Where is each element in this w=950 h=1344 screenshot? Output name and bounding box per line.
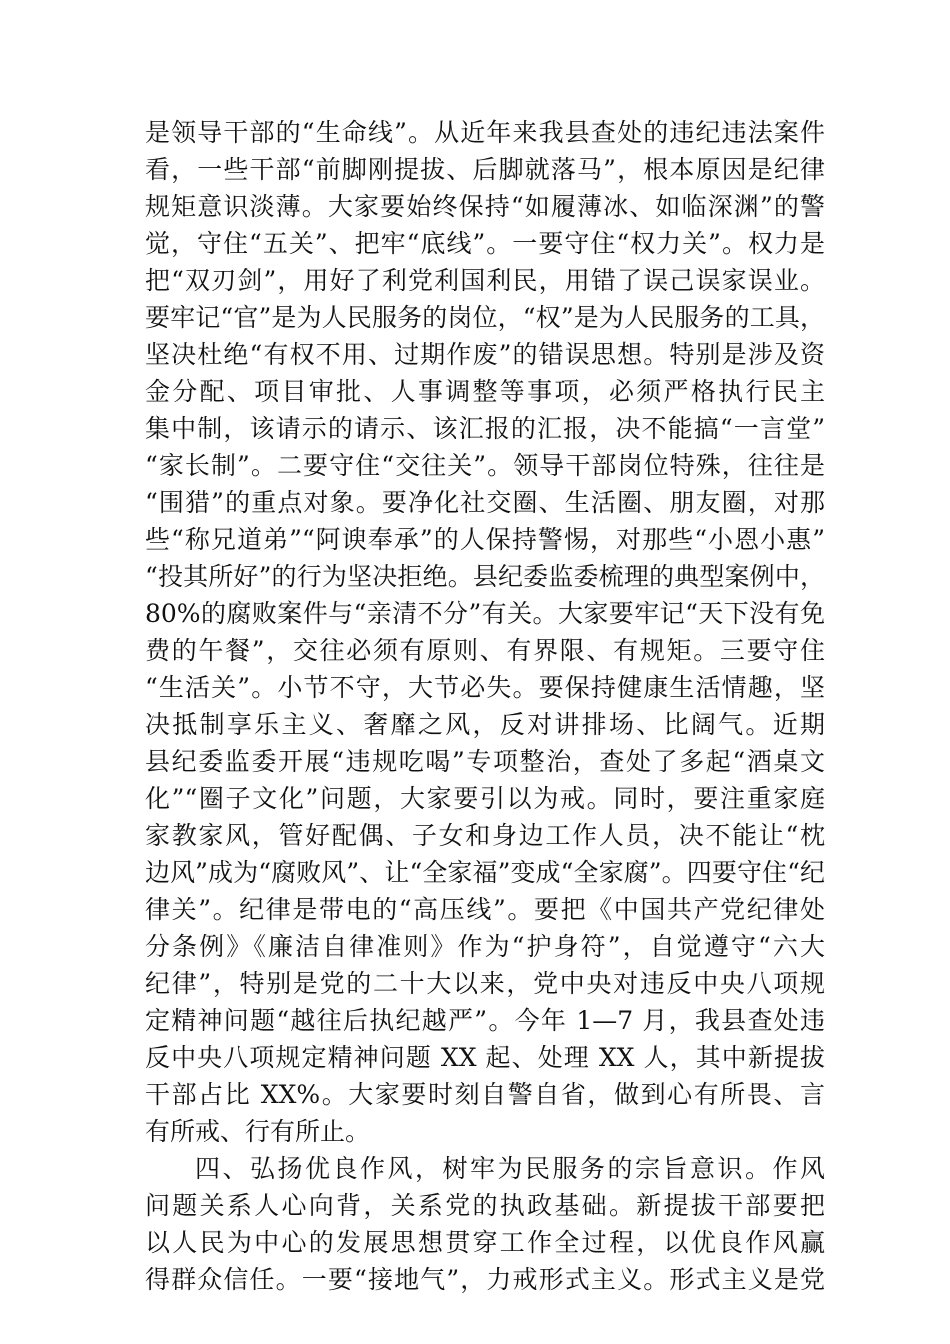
text-line: 把“双刃剑”，用好了利党利国利民，用错了误己误家误业。 xyxy=(145,266,825,295)
section-heading-line: 四、弘扬优良作风，树牢为民服务的宗旨意识。作风 xyxy=(195,1154,825,1183)
text-line: 觉，守住“五关”、把牢“底线”。一要守住“权力关”。权力是 xyxy=(145,229,825,258)
paragraph-last-line: 有所戒、行有所止。 xyxy=(145,1117,371,1146)
text-line: 化”“圈子文化”问题，大家要引以为戒。同时，要注重家庭 xyxy=(145,784,825,813)
text-line: “家长制”。二要守住“交往关”。领导干部岗位特殊，往往是 xyxy=(145,451,825,480)
text-line: 反中央八项规定精神问题 XX 起、处理 XX 人，其中新提拔 xyxy=(145,1043,825,1072)
text-line: “生活关”。小节不守，大节必失。要保持健康生活情趣，坚 xyxy=(145,673,825,702)
text-line: “围猎”的重点对象。要净化社交圈、生活圈、朋友圈，对那 xyxy=(145,488,825,517)
text-line: 集中制，该请示的请示、该汇报的汇报，决不能搞“一言堂” xyxy=(145,414,825,443)
text-line: 坚决杜绝“有权不用、过期作废”的错误思想。特别是涉及资 xyxy=(145,340,825,369)
text-line: 金分配、项目审批、人事调整等事项，必须严格执行民主 xyxy=(145,377,825,406)
text-line: 边风”成为“腐败风”、让“全家福”变成“全家腐”。四要守住“纪 xyxy=(145,858,825,887)
text-line: 是领导干部的“生命线”。从近年来我县查处的违纪违法案件 xyxy=(145,118,825,147)
text-line: 要牢记“官”是为人民服务的岗位，“权”是为人民服务的工具， xyxy=(145,303,825,332)
text-line: 问题关系人心向背，关系党的执政基础。新提拔干部要把 xyxy=(145,1191,825,1220)
text-line: 家教家风，管好配偶、子女和身边工作人员，决不能让“枕 xyxy=(145,821,825,850)
text-line: “投其所好”的行为坚决拒绝。县纪委监委梳理的典型案例中， xyxy=(145,562,825,591)
text-line: 以人民为中心的发展思想贯穿工作全过程，以优良作风赢 xyxy=(145,1228,825,1257)
text-line: 规矩意识淡薄。大家要始终保持“如履薄冰、如临深渊”的警 xyxy=(145,192,825,221)
text-line: 决抵制享乐主义、奢靡之风，反对讲排场、比阔气。近期 xyxy=(145,710,825,739)
text-line: 得群众信任。一要“接地气”，力戒形式主义。形式主义是党 xyxy=(145,1265,825,1294)
text-line: 纪律”，特别是党的二十大以来，党中央对违反中央八项规 xyxy=(145,969,825,998)
document-body xyxy=(145,114,825,1298)
text-line: 干部占比 XX%。大家要时刻自警自省，做到心有所畏、言 xyxy=(145,1080,825,1109)
text-line: 分条例》《廉洁自律准则》作为“护身符”，自觉遵守“六大 xyxy=(145,932,825,961)
text-line: 费的午餐”，交往必须有原则、有界限、有规矩。三要守住 xyxy=(145,636,825,665)
text-line: 县纪委监委开展“违规吃喝”专项整治，查处了多起“酒桌文 xyxy=(145,747,825,776)
text-line: 定精神问题“越往后执纪越严”。今年 1—7 月，我县查处违 xyxy=(145,1006,825,1035)
text-line: 80%的腐败案件与“亲清不分”有关。大家要牢记“天下没有免 xyxy=(145,599,825,628)
text-line: 些“称兄道弟”“阿谀奉承”的人保持警惕，对那些“小恩小惠” xyxy=(145,525,825,554)
text-line: 律关”。纪律是带电的“高压线”。要把《中国共产党纪律处 xyxy=(145,895,825,924)
text-line: 看，一些干部“前脚刚提拔、后脚就落马”，根本原因是纪律 xyxy=(145,155,825,184)
